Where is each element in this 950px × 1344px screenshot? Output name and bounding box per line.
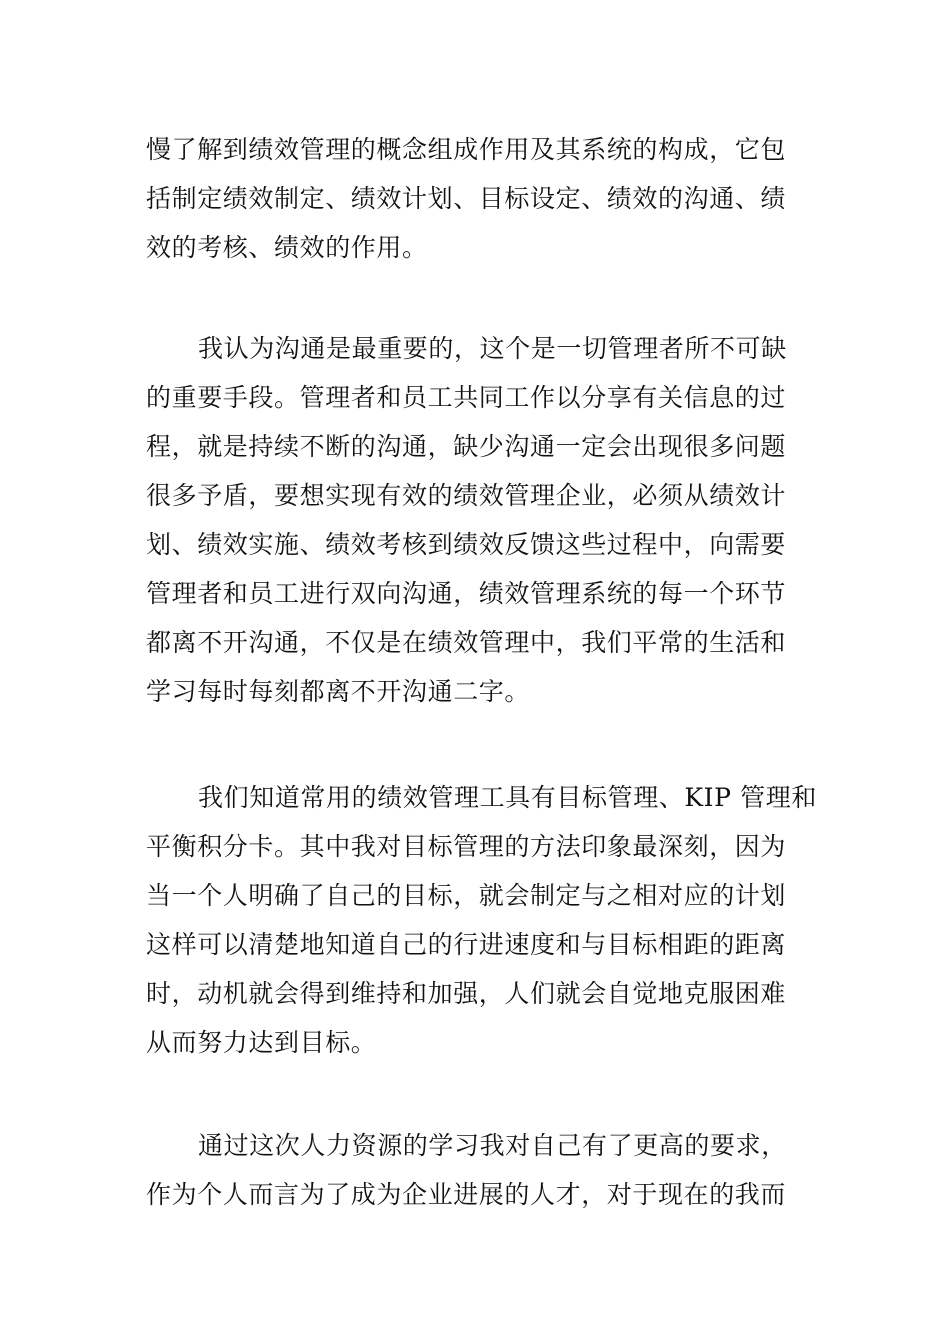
text-line: 效的考核、绩效的作用。	[146, 233, 428, 262]
text-line: 当一个人明确了自己的目标，就会制定与之相对应的计划	[146, 881, 787, 910]
text-line: 学习每时每刻都离不开沟通二字。	[146, 677, 531, 706]
text-line: 都离不开沟通，不仅是在绩效管理中，我们平常的生活和	[146, 628, 787, 657]
text-line: 平衡积分卡。其中我对目标管理的方法印象最深刻，因为	[146, 832, 787, 861]
text-line: 很多予盾，要想实现有效的绩效管理企业，必须从绩效计	[146, 481, 787, 510]
text-line: 我认为沟通是最重要的，这个是一切管理者所不可缺	[198, 334, 787, 363]
text-line: 划、绩效实施、绩效考核到绩效反馈这些过程中，向需要	[146, 530, 787, 559]
paragraph-3	[146, 773, 817, 1067]
paragraph-2	[146, 324, 806, 716]
paragraph-1	[146, 125, 806, 272]
text-line: 的重要手段。管理者和员工共同工作以分享有关信息的过	[146, 383, 787, 412]
text-line: 通过这次人力资源的学习我对自己有了更高的要求，	[198, 1131, 787, 1160]
text-line: 我们知道常用的绩效管理工具有目标管理、KIP 管理和	[198, 783, 817, 812]
text-line: 括制定绩效制定、绩效计划、目标设定、绩效的沟通、绩	[146, 184, 787, 213]
text-line: 管理者和员工进行双向沟通，绩效管理系统的每一个环节	[146, 579, 787, 608]
text-line: 这样可以清楚地知道自己的行进速度和与目标相距的距离	[146, 930, 787, 959]
text-line: 从而努力达到目标。	[146, 1028, 377, 1057]
text-line: 时，动机就会得到维持和加强，人们就会自觉地克服困难	[146, 979, 787, 1008]
paragraph-4	[146, 1121, 806, 1219]
text-line: 慢了解到绩效管理的概念组成作用及其系统的构成，它包	[146, 135, 787, 164]
text-line: 作为个人而言为了成为企业进展的人才，对于现在的我而	[146, 1180, 787, 1209]
text-line: 程，就是持续不断的沟通，缺少沟通一定会出现很多问题	[146, 432, 787, 461]
